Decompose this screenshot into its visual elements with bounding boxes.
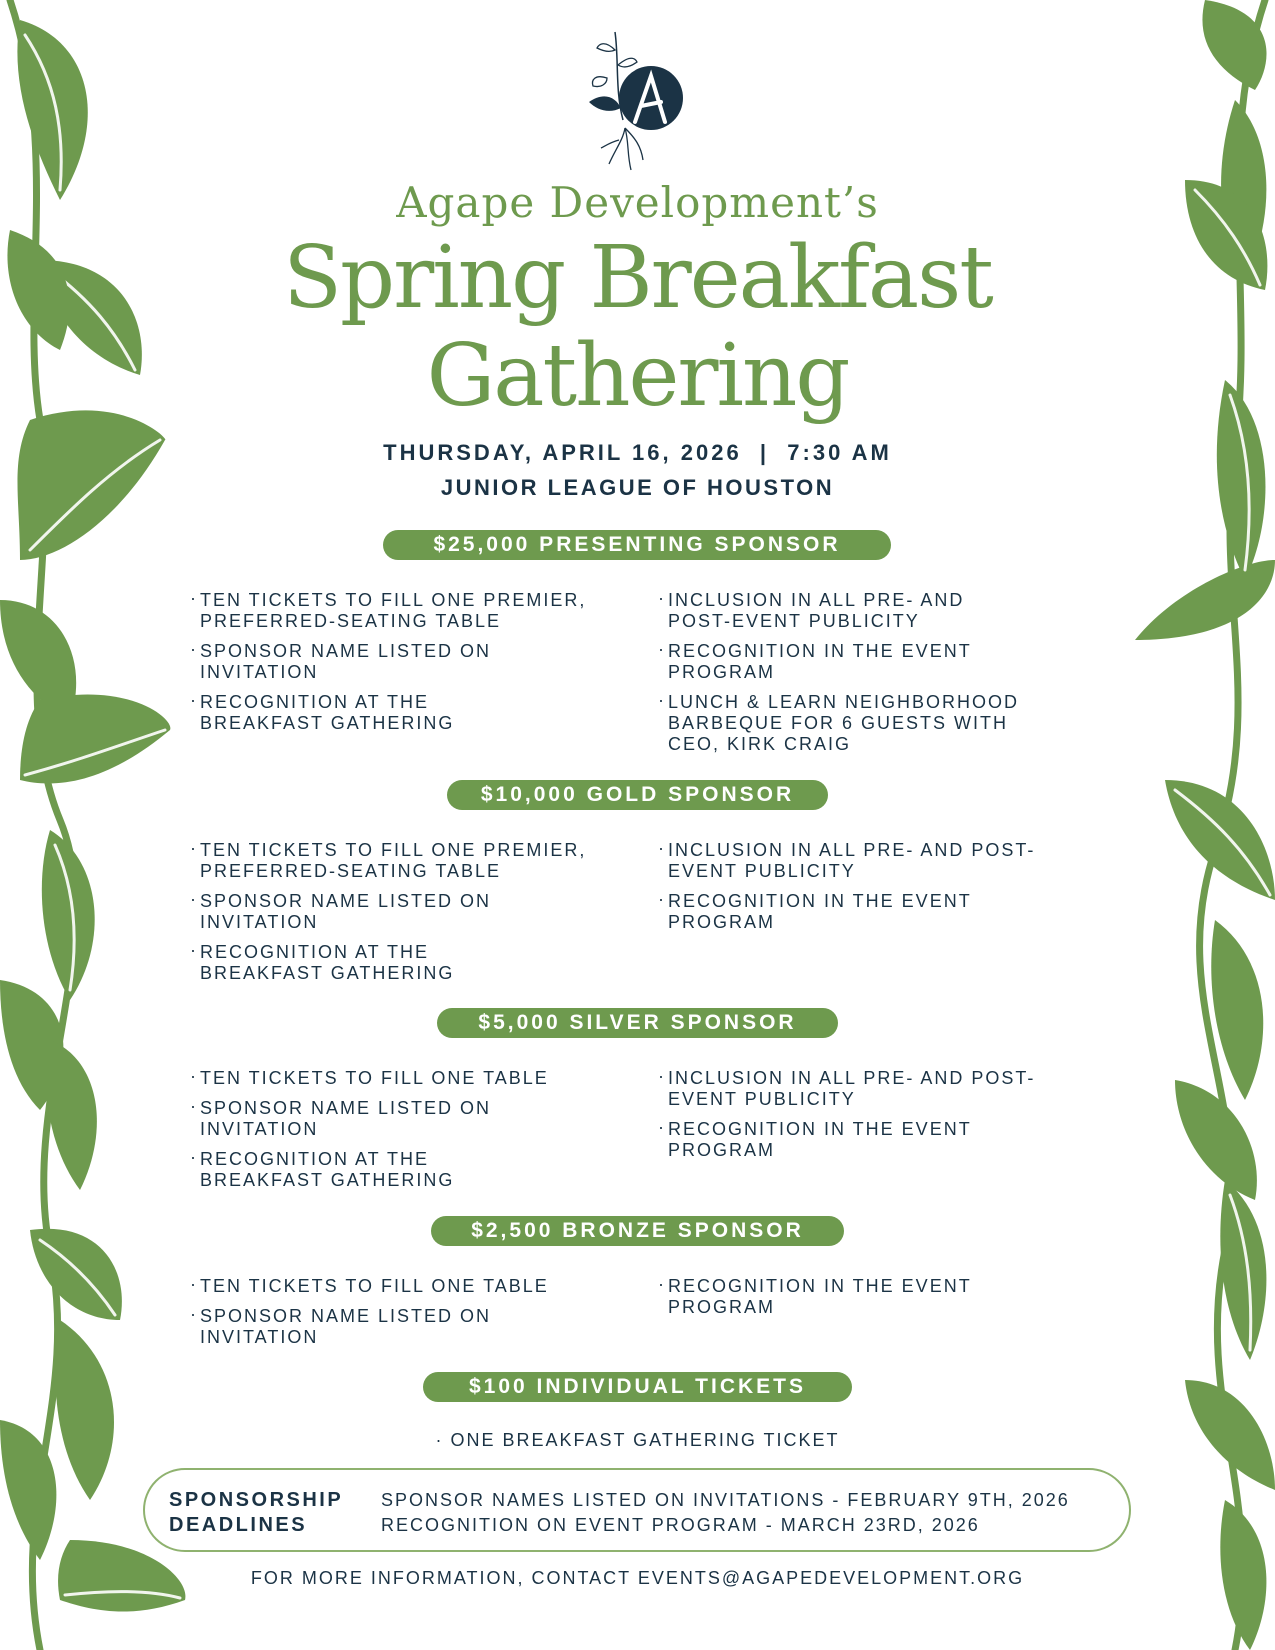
list-item: · SPONSOR NAME LISTED ON INVITATION	[190, 891, 630, 933]
tier-silver-left-list	[190, 1068, 630, 1200]
event-title-line2: Gathering	[426, 326, 849, 426]
list-item: · INCLUSION IN ALL PRE- AND POST- EVENT PUBLICITY	[658, 840, 1098, 882]
tier-bronze-right-list	[658, 1276, 1098, 1327]
tier-bronze-left-list	[190, 1276, 630, 1357]
event-title-line1: Spring Breakfast	[283, 228, 992, 328]
list-item: · SPONSOR NAME LISTED ON INVITATION	[190, 1098, 630, 1140]
tier-presenting-right-list	[658, 590, 1098, 764]
tier-presenting-left-list	[190, 590, 630, 743]
list-item: · SPONSOR NAME LISTED ON INVITATION	[190, 641, 630, 683]
deadlines-label: SPONSORSHIP DEADLINES	[169, 1489, 344, 1536]
list-item: · INCLUSION IN ALL PRE- AND POST- EVENT PUBLICITY	[658, 1068, 1098, 1110]
tier-gold-right-list	[658, 840, 1098, 942]
tier-silver-right-list	[658, 1068, 1098, 1170]
individual-tickets-badge: $100 INDIVIDUAL TICKETS	[423, 1372, 852, 1402]
deadline-program: RECOGNITION ON EVENT PROGRAM - MARCH 23RD, 2026	[381, 1515, 980, 1535]
list-item: · TEN TICKETS TO FILL ONE PREMIER, PREFERRED-SEATING TABLE	[190, 840, 630, 882]
deadlines-list	[381, 1488, 1070, 1538]
tier-gold-left-list	[190, 840, 630, 993]
org-title: Agape Development’s	[396, 178, 879, 227]
list-item: · TEN TICKETS TO FILL ONE PREMIER, PREFERRED-SEATING TABLE	[190, 590, 630, 632]
list-item: · RECOGNITION AT THE BREAKFAST GATHERING	[190, 692, 630, 734]
agape-logo-icon	[585, 30, 695, 172]
list-item: · INCLUSION IN ALL PRE- AND POST-EVENT PUBLICITY	[658, 590, 1098, 632]
list-item: · TEN TICKETS TO FILL ONE TABLE	[190, 1276, 630, 1297]
list-item: · LUNCH & LEARN NEIGHBORHOOD BARBEQUE FOR 6 GUESTS WITH CEO, KIRK CRAIG	[658, 692, 1098, 755]
tier-gold-badge: $10,000 GOLD SPONSOR	[447, 780, 828, 810]
list-item: · SPONSOR NAME LISTED ON INVITATION	[190, 1306, 630, 1348]
list-item: · RECOGNITION AT THE BREAKFAST GATHERING	[190, 1149, 630, 1191]
contact-info: FOR MORE INFORMATION, CONTACT EVENTS@AGAPEDEVELOPMENT.ORG	[250, 1568, 1025, 1588]
list-item: · RECOGNITION AT THE BREAKFAST GATHERING	[190, 942, 630, 984]
individual-ticket-item: · ONE BREAKFAST GATHERING TICKET	[435, 1430, 840, 1450]
tier-silver-badge: $5,000 SILVER SPONSOR	[437, 1008, 838, 1038]
sponsorship-deadlines-box	[143, 1468, 1131, 1552]
list-item: · RECOGNITION IN THE EVENT PROGRAM	[658, 1119, 1098, 1161]
event-date-time: THURSDAY, APRIL 16, 2026 | 7:30 AM	[383, 440, 892, 465]
list-item: · RECOGNITION IN THE EVENT PROGRAM	[658, 641, 1098, 683]
list-item: · RECOGNITION IN THE EVENT PROGRAM	[658, 891, 1098, 933]
tier-bronze-badge: $2,500 BRONZE SPONSOR	[431, 1216, 844, 1246]
tier-presenting-badge: $25,000 PRESENTING SPONSOR	[383, 530, 891, 560]
deadline-invitations: SPONSOR NAMES LISTED ON INVITATIONS - FEBRUARY 9TH, 2026	[381, 1490, 1070, 1510]
list-item: · TEN TICKETS TO FILL ONE TABLE	[190, 1068, 630, 1089]
list-item: · RECOGNITION IN THE EVENT PROGRAM	[658, 1276, 1098, 1318]
event-venue: JUNIOR LEAGUE OF HOUSTON	[440, 475, 835, 500]
